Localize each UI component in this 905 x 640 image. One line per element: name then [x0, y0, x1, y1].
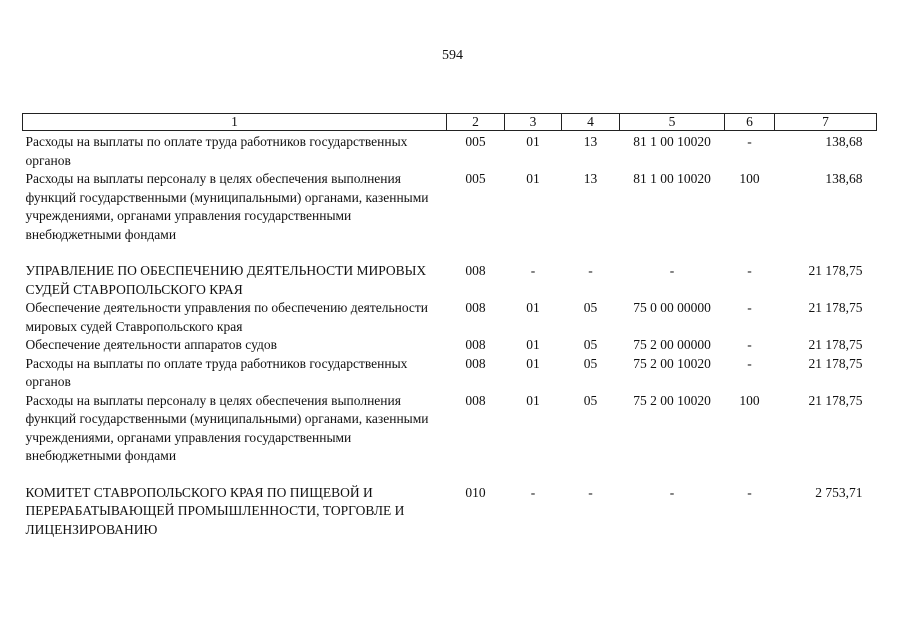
- row-code-2: 008: [465, 263, 486, 278]
- row-code-6: -: [747, 263, 752, 278]
- row-code-3: 01: [526, 300, 540, 315]
- row-code-6: -: [747, 355, 752, 371]
- row-amount: 21 178,75: [808, 263, 863, 278]
- row-name: Обеспечение деятельности аппаратов судов: [25, 337, 277, 352]
- row-code-5: -: [669, 263, 675, 278]
- row-name: Расходы на выплаты персоналу в целях обеспечения выполнения функций государственными (муниципальными) органами, казенными учреждениями, органами управления государственными внебюджетными фондами: [25, 392, 429, 463]
- row-code-2: 010: [465, 484, 486, 500]
- row-code-5: 75 2 00 10020: [633, 392, 711, 408]
- row-name: УПРАВЛЕНИЕ ПО ОБЕСПЕЧЕНИЮ ДЕЯТЕЛЬНОСТИ МИРОВЫХ СУДЕЙ СТАВРОПОЛЬСКОГО КРАЯ: [25, 263, 427, 297]
- row-name: Расходы на выплаты по оплате труда работников государственных органов: [25, 134, 408, 168]
- row-code-5: 81 1 00 10020: [633, 134, 711, 149]
- row-name: Расходы на выплаты персоналу в целях обеспечения выполнения функций государственными (муниципальными) органами, казенными учреждениями, органами управления государственными внебюджетными фондами: [25, 171, 429, 242]
- row-code-3: 01: [526, 337, 540, 352]
- page-number: 594: [442, 48, 463, 63]
- row-code-3: -: [530, 263, 536, 278]
- row-code-6: -: [747, 134, 752, 149]
- table-row: [23, 392, 877, 466]
- row-code-4: 05: [583, 392, 598, 408]
- row-code-6: 100: [739, 171, 760, 186]
- row-code-5: 75 2 00 00000: [633, 337, 711, 352]
- row-amount: 21 178,75: [808, 337, 863, 352]
- row-code-6: -: [747, 300, 752, 315]
- row-code-6: 100: [739, 392, 760, 408]
- table-row: [23, 484, 877, 540]
- row-code-4: 13: [583, 134, 598, 149]
- row-code-3: 01: [526, 171, 540, 186]
- row-code-3: 01: [526, 392, 540, 408]
- column-header: 4: [562, 114, 620, 131]
- row-code-3: 01: [526, 134, 540, 149]
- row-amount: 138,68: [825, 134, 863, 149]
- row-name: Обеспечение деятельности управления по обеспечению деятельности мировых судей Ставропольского края: [25, 300, 429, 334]
- row-amount: 21 178,75: [808, 300, 863, 315]
- table-row: [23, 299, 877, 336]
- column-header: 3: [505, 114, 562, 131]
- row-code-3: -: [530, 484, 536, 500]
- budget-table: [22, 113, 877, 539]
- table-row: [23, 262, 877, 299]
- table-row: [23, 131, 877, 171]
- column-header: 7: [775, 114, 877, 131]
- row-name: Расходы на выплаты по оплате труда работников государственных органов: [25, 355, 408, 389]
- row-code-5: 75 0 00 00000: [633, 300, 711, 315]
- row-code-2: 008: [465, 300, 486, 315]
- row-code-4: -: [588, 484, 593, 500]
- row-name: КОМИТЕТ СТАВРОПОЛЬСКОГО КРАЯ ПО ПИЩЕВОЙ И ПЕРЕРАБАТЫВАЮЩЕЙ ПРОМЫШЛЕННОСТИ, ТОРГОВЛЕ И ЛИЦЕНЗИРОВАНИЮ: [25, 484, 405, 537]
- row-code-5: -: [669, 484, 675, 500]
- row-code-5: 75 2 00 10020: [633, 355, 711, 371]
- row-code-4: 05: [583, 300, 598, 315]
- row-code-2: 008: [465, 392, 486, 408]
- row-code-4: 05: [583, 355, 598, 371]
- table-header-row: [23, 114, 877, 131]
- row-code-4: 13: [583, 171, 598, 186]
- column-header: 2: [447, 114, 505, 131]
- row-amount: 2 753,71: [815, 484, 863, 500]
- row-amount: 21 178,75: [808, 355, 863, 371]
- row-code-4: -: [588, 263, 593, 278]
- row-code-2: 005: [465, 171, 486, 186]
- column-header: 6: [725, 114, 775, 131]
- row-amount: 21 178,75: [808, 392, 863, 408]
- row-code-6: -: [747, 484, 752, 500]
- row-code-2: 008: [465, 355, 486, 371]
- table-row: [23, 336, 877, 355]
- row-amount: 138,68: [825, 171, 863, 186]
- row-spacer: [23, 466, 877, 484]
- row-code-4: 05: [583, 337, 598, 352]
- row-code-6: -: [747, 337, 752, 352]
- table-row: [23, 170, 877, 244]
- row-code-3: 01: [526, 355, 540, 371]
- table-row: [23, 355, 877, 392]
- row-code-5: 81 1 00 10020: [633, 171, 711, 186]
- column-header: 5: [620, 114, 725, 131]
- row-code-2: 008: [465, 337, 486, 352]
- row-code-2: 005: [465, 134, 486, 149]
- column-header: 1: [23, 114, 447, 131]
- row-spacer: [23, 244, 877, 262]
